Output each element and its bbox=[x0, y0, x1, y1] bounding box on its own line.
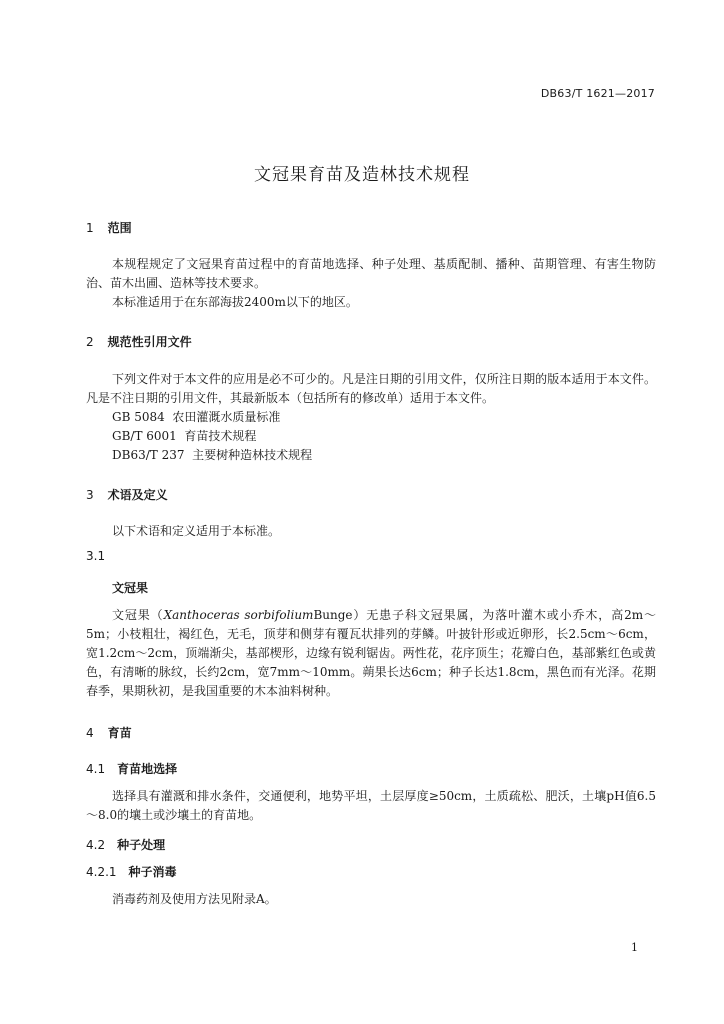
section-title: 规范性引用文件 bbox=[107, 335, 192, 349]
document-title: 文冠果育苗及造林技术规程 bbox=[254, 165, 470, 185]
subsection-4-2-1-heading bbox=[86, 863, 177, 880]
subsection-number: 4.2.1 bbox=[86, 865, 117, 879]
subsection-4-2-heading bbox=[86, 836, 165, 853]
subsection-number: 4.1 bbox=[86, 762, 106, 776]
reference-item: GB/T 6001 育苗技术规程 bbox=[112, 429, 257, 443]
section-1-heading bbox=[86, 219, 132, 236]
subsection-4-1-paragraph: 选择具有灌溉和排水条件，交通便利，地势平坦，土层厚度≥50cm，土质疏松、肥沃，土壤pH值6.5～8.0的壤土或沙壤土的育苗地。 bbox=[86, 789, 656, 822]
subsection-title: 种子消毒 bbox=[128, 865, 177, 879]
definition-text: Bunge）无患子科文冠果属，为落叶灌木或小乔木，高2m～5m；小枝粗壮，褐红色，无毛，顶芽和侧芽有覆瓦状排列的芽鳞。叶披针形或近卵形，长2.5cm～6cm，宽1.2cm～2cm，顶端渐尖，基部楔形，边缘有锐利锯齿。两性花，花序顶生；花瓣白色，基部紫红色或黄色，有清晰的脉纹，长约2cm，宽7mm～10mm。蒴果长达6cm；种子长达1.8cm，黑色而有光泽。花期春季，果期秋初，是我国重要的木本油料树种。 bbox=[86, 608, 656, 698]
reference-item: DB63/T 237 主要树种造林技术规程 bbox=[112, 448, 313, 462]
reference-item: GB 5084 农田灌溉水质量标准 bbox=[112, 410, 281, 424]
section-number: 4 bbox=[86, 726, 94, 740]
section-3-paragraph-1: 以下术语和定义适用于本标准。 bbox=[112, 524, 281, 538]
section-1-paragraph-1: 本规程规定了文冠果育苗过程中的育苗地选择、种子处理、基质配制、播种、苗期管理、有害生物防治、苗木出圃、造林等技术要求。 bbox=[86, 257, 656, 290]
section-number: 3 bbox=[86, 488, 94, 502]
section-title: 范围 bbox=[107, 221, 132, 235]
section-1-paragraph-2: 本标准适用于在东部海拔2400m以下的地区。 bbox=[112, 295, 358, 309]
subsection-title: 育苗地选择 bbox=[117, 762, 178, 776]
section-4-heading bbox=[86, 724, 132, 741]
subsection-number: 4.2 bbox=[86, 838, 106, 852]
page-number: 1 bbox=[631, 941, 638, 954]
term-definition bbox=[86, 606, 656, 701]
section-2-paragraph-1: 下列文件对于本文件的应用是必不可少的。凡是注日期的引用文件，仅所注日期的版本适用于本文件。凡是不注日期的引用文件，其最新版本（包括所有的修改单）适用于本文件。 bbox=[86, 372, 656, 405]
definition-prefix: 文冠果（ bbox=[112, 608, 164, 622]
scientific-name: Xanthoceras sorbifolium bbox=[163, 608, 314, 622]
subsection-4-2-1-paragraph: 消毒药剂及使用方法见附录A。 bbox=[112, 892, 277, 906]
section-title: 育苗 bbox=[107, 726, 132, 740]
section-number: 1 bbox=[86, 221, 94, 235]
section-3-heading bbox=[86, 486, 168, 503]
section-2-heading bbox=[86, 333, 192, 350]
section-number: 2 bbox=[86, 335, 94, 349]
standard-number: DB63/T 1621—2017 bbox=[540, 87, 655, 100]
subsection-3-1-number: 3.1 bbox=[86, 549, 106, 563]
subsection-4-1-heading bbox=[86, 760, 177, 777]
section-title: 术语及定义 bbox=[107, 488, 168, 502]
subsection-title: 种子处理 bbox=[117, 838, 166, 852]
term-name: 文冠果 bbox=[112, 581, 149, 595]
